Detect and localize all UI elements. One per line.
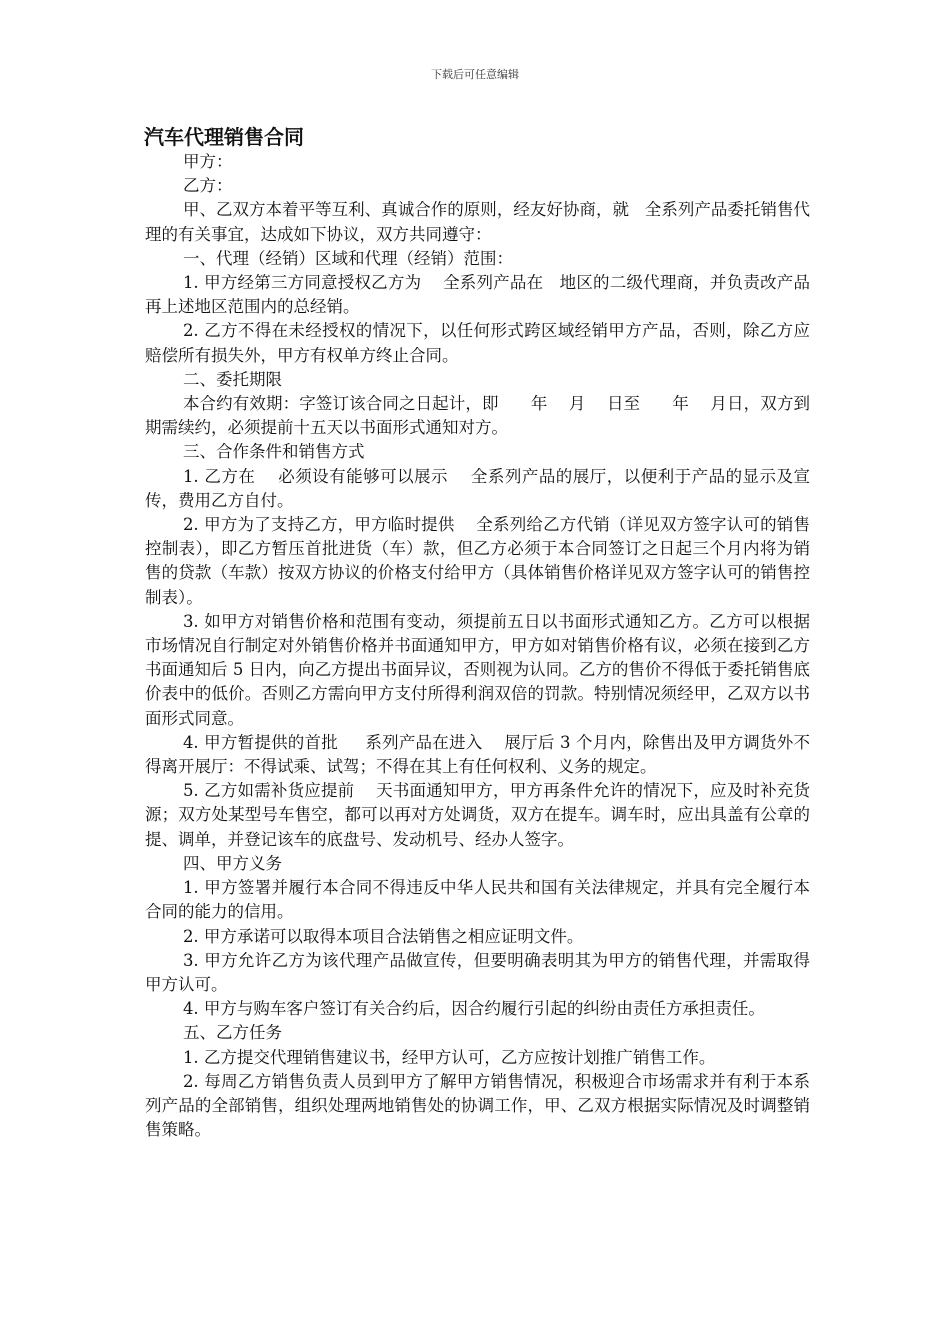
clause-3-2: 2. 甲方为了支持乙方，甲方临时提供 全系列给乙方代销（详见双方签字认可的销售控制表），即乙方暂压首批进货（车）款，但乙方必须于本合同签订之日起三个月内将为销售的贷款（车款）按双方协议的价格支付给甲方（具体销售价格详见双方签字认可的销售控制表）。 <box>145 515 810 607</box>
section-heading-4: 四、甲方义务 <box>182 853 282 873</box>
clause-5-2: 2. 每周乙方销售负责人员到甲方了解甲方销售情况，积极迎合市场需求并有利于本系列产品的全部销售，组织处理两地销售处的协调工作，甲、乙双方根据实际情况及时调整销售策略。 <box>145 1071 810 1140</box>
clause-4-2: 2. 甲方承诺可以取得本项目合法销售之相应证明文件。 <box>182 926 584 946</box>
clause-2-validity: 本合约有效期：字签订该合同之日起计，即 年 月 日至 年 月日，双方到期需续约，必须提前十五天以书面形式通知对方。 <box>145 394 810 438</box>
preamble-paragraph: 甲、乙双方本着平等互利、真诚合作的原则，经友好协商，就 全系列产品委托销售代理的有关事宜，达成如下协议，双方共同遵守： <box>145 200 810 244</box>
document-title: 汽车代理销售合同 <box>144 125 304 149</box>
page-header-note: 下载后可任意编辑 <box>431 68 519 81</box>
section-heading-2: 二、委托期限 <box>182 369 282 389</box>
clause-4-1: 1. 甲方签署并履行本合同不得违反中华人民共和国有关法律规定，并具有完全履行本合同的能力的信用。 <box>145 878 810 922</box>
section-heading-3: 三、合作条件和销售方式 <box>182 442 365 462</box>
clause-3-3: 3. 如甲方对销售价格和范围有变动，须提前五日以书面形式通知乙方。乙方可以根据市场情况自行制定对外销售价格并书面通知甲方，甲方如对销售价格有议，必须在接到乙方书面通知后 5 日内，向乙方提出书面异议，否则视为认同。乙方的售价不得低于委托销售底价表中的低价。否则乙方需向甲方支付所得利润双倍的罚款。特别情况须经甲，乙双方以书面形式同意。 <box>145 611 810 728</box>
section-heading-1: 一、代理（经销）区域和代理（经销）范围： <box>182 248 513 268</box>
clause-3-4: 4. 甲方暂提供的首批 系列产品在进入 展厅后 3 个月内，除售出及甲方调货外不得离开展厅：不得试乘、试驾；不得在其上有任何权利、义务的规定。 <box>145 732 810 777</box>
clause-4-4: 4. 甲方与购车客户签订有关合约后，因合约履行引起的纠纷由责任方承担责任。 <box>182 999 765 1019</box>
clause-5-1: 1. 乙方提交代理销售建议书，经甲方认可，乙方应按计划推广销售工作。 <box>182 1047 716 1067</box>
party-a-line: 甲方： <box>182 152 233 171</box>
clause-1-1: 1. 甲方经第三方同意授权乙方为 全系列产品在 地区的二级代理商，并负责改产品再上述地区范围内的总经销。 <box>145 273 810 317</box>
clause-4-3: 3. 甲方允许乙方为该代理产品做宣传，但要明确表明其为甲方的销售代理，并需取得甲方认可。 <box>145 950 810 994</box>
section-heading-5: 五、乙方任务 <box>182 1023 282 1043</box>
clause-3-1: 1. 乙方在 必须设有能够可以展示 全系列产品的展厅，以便利于产品的显示及宣传，费用乙方自付。 <box>145 466 810 510</box>
contract-body <box>145 150 810 1142</box>
clause-1-2: 2. 乙方不得在未经授权的情况下，以任何形式跨区域经销甲方产品，否则，除乙方应赔偿所有损失外，甲方有权单方终止合同。 <box>145 321 810 365</box>
party-b-line: 乙方： <box>182 176 233 196</box>
clause-3-5: 5. 乙方如需补货应提前 天书面通知甲方，甲方再条件允许的情况下，应及时补充货源；双方处某型号车售空，都可以再对方处调货，双方在提车。调车时，应出具盖有公章的提、调单，并登记该车的底盘号、发动机号、经办人签字。 <box>145 781 810 849</box>
